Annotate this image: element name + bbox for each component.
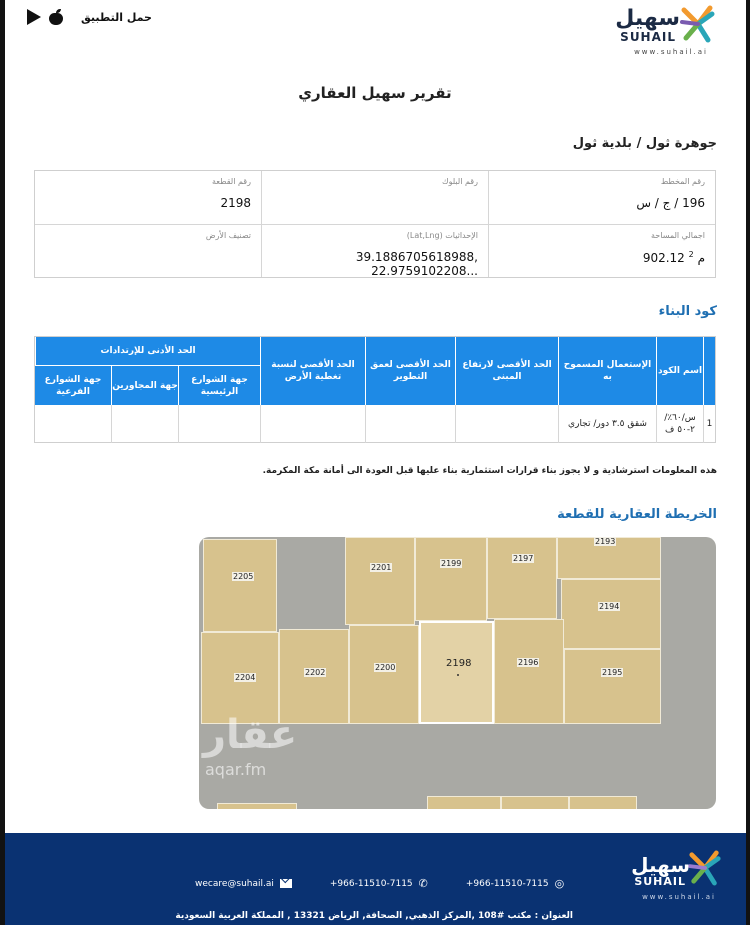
row-side-streets bbox=[35, 405, 111, 443]
right-edge bbox=[746, 0, 750, 925]
suhail-star-icon bbox=[688, 847, 722, 889]
max-depth-header: الحد الأقصى لعمق التطوير bbox=[365, 337, 455, 405]
parcel-map[interactable] bbox=[199, 537, 716, 809]
row-max-coverage bbox=[260, 405, 365, 443]
parcel-2194[interactable] bbox=[561, 579, 661, 649]
building-code-table bbox=[34, 336, 716, 443]
coordinates-cell bbox=[261, 225, 488, 277]
address-text: العنوان : مكتب #108 ,المركز الذهبي, الصحافة, الرياض 13321 , المملكة العربية السعودية bbox=[175, 911, 573, 921]
parcel-lower-partial[interactable] bbox=[427, 796, 501, 809]
footer-logo-arabic: سهيل bbox=[631, 853, 690, 877]
land-class-label: تصنيف الأرض bbox=[205, 231, 251, 240]
parcel-2201[interactable] bbox=[345, 537, 415, 625]
parcel-label: 2202 bbox=[305, 668, 326, 677]
parcel-label: 2201 bbox=[371, 563, 392, 572]
total-area-value bbox=[499, 250, 705, 265]
phone-contact[interactable] bbox=[330, 877, 428, 890]
row-index: 1 bbox=[703, 405, 715, 443]
max-height-header: الحد الأقصى لارتفاع المبنى bbox=[455, 337, 558, 405]
plan-number-cell bbox=[488, 171, 715, 225]
parcel-label: 2196 bbox=[518, 658, 539, 667]
parcel-lower-partial[interactable] bbox=[501, 796, 569, 809]
parcel-2195[interactable] bbox=[564, 649, 661, 724]
parcel-label: 2199 bbox=[441, 559, 462, 568]
index-header bbox=[703, 337, 715, 405]
side-streets-header: جهة الشوارع الفرعية bbox=[35, 365, 111, 405]
disclaimer-text: هذه المعلومات استرشادية و لا يجوز بناء قرارات استثمارية بناء عليها قبل العودة الى أمانة مكة المكرمة. bbox=[262, 466, 717, 476]
footer-logo-website: www.suhail.ai bbox=[642, 893, 716, 901]
parcel-label: 2200 bbox=[375, 663, 396, 672]
logo-english: SUHAIL bbox=[620, 30, 676, 44]
row-allowed-use: شقق ٣.٥ دور/ تجاري bbox=[558, 405, 656, 443]
phone-icon: ✆ bbox=[418, 877, 428, 890]
parcel-number-cell bbox=[35, 171, 261, 225]
parcel-label: 2193 bbox=[595, 537, 616, 546]
logo-arabic: سهيل bbox=[615, 6, 680, 31]
whatsapp-icon: ◎ bbox=[554, 877, 565, 890]
email-contact[interactable] bbox=[195, 879, 292, 889]
footer-contacts bbox=[195, 877, 602, 890]
total-area-cell bbox=[488, 225, 715, 277]
parcel-label: 2204 bbox=[235, 673, 256, 682]
total-area-unit: م bbox=[697, 251, 705, 265]
allowed-use-header: الإستعمال المسموح به bbox=[558, 337, 656, 405]
parcel-number-label: رقم القطعة bbox=[212, 177, 251, 186]
map-title: الخريطة العقارية للقطعة bbox=[557, 507, 717, 522]
parcel-label: 2198 bbox=[446, 658, 472, 669]
plan-number-label: رقم المخطط bbox=[660, 177, 705, 186]
parcel-number-value: 2198 bbox=[220, 196, 251, 210]
parcel-2193[interactable] bbox=[557, 537, 661, 579]
parcel-lower-partial[interactable] bbox=[569, 796, 637, 809]
row-max-depth bbox=[365, 405, 455, 443]
row-code-name: س/٦٠٪/٢-٥٠ ف bbox=[656, 405, 703, 443]
whatsapp-text[interactable]: +966-11510-7115 bbox=[465, 878, 549, 889]
row-main-streets bbox=[178, 405, 260, 443]
aqar-watermark-domain: aqar.fm bbox=[205, 760, 267, 779]
parcel-2199[interactable] bbox=[415, 537, 487, 621]
parcel-lower-partial[interactable] bbox=[217, 803, 297, 809]
coordinates-label: الإحداثيات (Lat,Lng) bbox=[406, 231, 478, 240]
parcel-2202[interactable] bbox=[279, 629, 349, 724]
parcel-2200[interactable] bbox=[349, 625, 419, 724]
building-code-title: كود البناء bbox=[658, 304, 717, 319]
neighbors-header: جهة المجاورين bbox=[111, 365, 178, 405]
row-max-height bbox=[455, 405, 558, 443]
email-text[interactable]: wecare@suhail.ai bbox=[195, 878, 274, 889]
block-number-cell bbox=[261, 171, 488, 225]
download-app-link[interactable] bbox=[27, 9, 152, 25]
total-area-superscript: 2 bbox=[688, 250, 694, 259]
suhail-star-icon bbox=[680, 4, 716, 44]
footer-logo-english: SUHAIL bbox=[634, 875, 686, 888]
row-neighbors bbox=[111, 405, 178, 443]
land-class-cell bbox=[35, 225, 261, 277]
min-setbacks-header: الحد الأدنى للإرتدادات bbox=[35, 337, 260, 365]
parcel-2205[interactable] bbox=[203, 539, 277, 632]
max-coverage-header: الحد الأقصى لنسبة تغطية الأرض bbox=[260, 337, 365, 405]
coordinates-value: 39.1886705618988, 22.9759102208... bbox=[355, 250, 478, 278]
parcel-centroid bbox=[457, 674, 459, 676]
phone-text[interactable]: +966-11510-7115 bbox=[329, 878, 413, 889]
plan-number-value: 196 / ج / س bbox=[636, 196, 705, 210]
code-name-header: اسم الكود bbox=[656, 337, 703, 405]
total-area-number: 902.12 bbox=[642, 251, 685, 265]
location-title: جوهرة ثول / بلدية ثول bbox=[572, 136, 717, 151]
footer bbox=[5, 833, 746, 925]
parcel-2197[interactable] bbox=[487, 537, 557, 619]
mail-icon bbox=[280, 879, 292, 888]
parcel-label: 2197 bbox=[513, 554, 534, 563]
left-edge bbox=[0, 0, 5, 925]
suhail-logo bbox=[591, 4, 716, 60]
plot-info-grid bbox=[34, 170, 716, 278]
parcel-label: 2195 bbox=[602, 668, 623, 677]
parcel-label: 2205 bbox=[233, 572, 254, 581]
parcel-2196[interactable] bbox=[494, 619, 564, 724]
logo-website: www.suhail.ai bbox=[634, 48, 708, 56]
aqar-watermark: عقار bbox=[203, 712, 298, 758]
parcel-2204[interactable] bbox=[201, 632, 279, 724]
parcel-label: 2194 bbox=[599, 602, 620, 611]
total-area-label: اجمالي المساحة bbox=[651, 231, 705, 240]
top-bar bbox=[5, 0, 746, 60]
whatsapp-contact[interactable] bbox=[466, 877, 564, 890]
main-streets-header: جهة الشوارع الرئيسية bbox=[178, 365, 260, 405]
footer-logo bbox=[612, 847, 722, 907]
apple-icon[interactable] bbox=[49, 9, 63, 25]
parcel-2198-selected[interactable] bbox=[419, 621, 494, 724]
download-app-label[interactable]: حمل التطبيق bbox=[81, 10, 152, 24]
block-number-label: رقم البلوك bbox=[441, 177, 478, 186]
google-play-icon[interactable] bbox=[27, 9, 41, 25]
report-title: تقرير سهيل العقاري bbox=[298, 84, 452, 102]
